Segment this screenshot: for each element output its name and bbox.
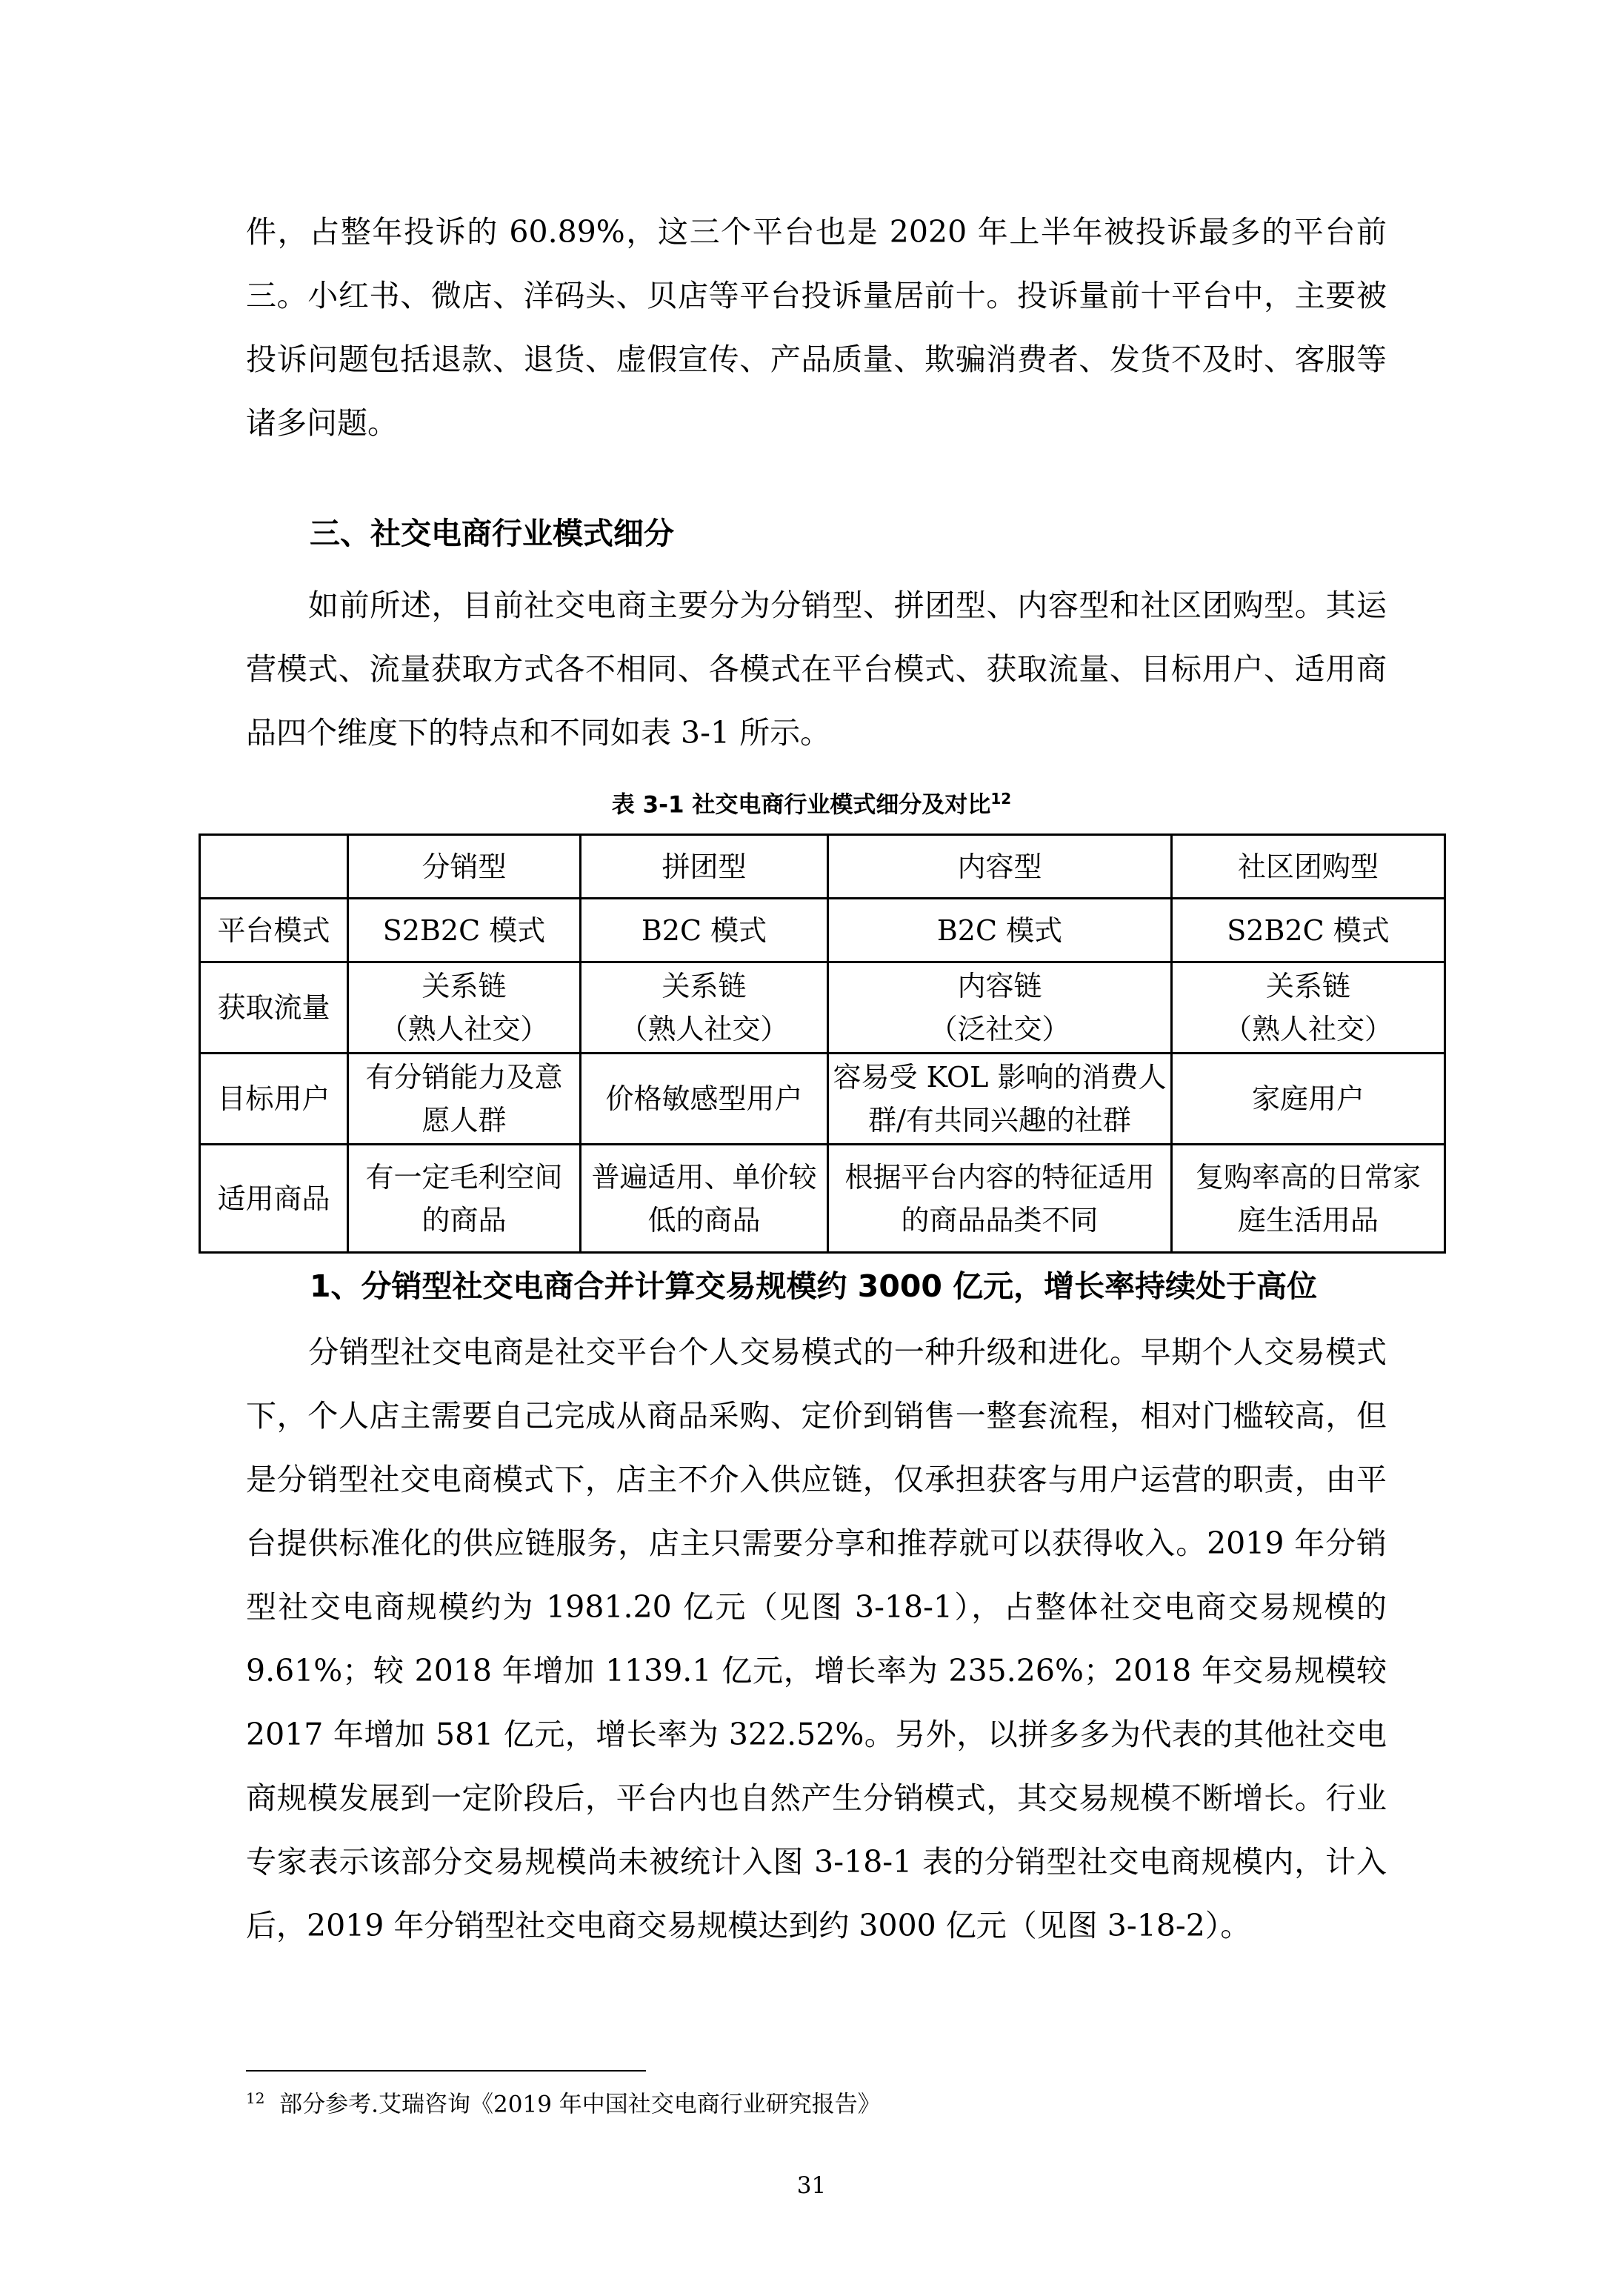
table-cell: 有分销能力及意 愿人群 <box>348 1054 581 1145</box>
table-cell: 内容链 （泛社交） <box>828 962 1172 1054</box>
paragraph-complaints: 件，占整年投诉的 60.89%，这三个平台也是 2020 年上半年被投诉最多的平台前三。小红书、微店、洋码头、贝店等平台投诉量居前十。投诉量前十平台中，主要被投诉问题包括退款、退货、虚假宣传、产品质量、欺骗消费者、发货不及时、客服等诸多问题。 <box>246 214 1387 441</box>
paragraph-distribution-model: 分销型社交电商是社交平台个人交易模式的一种升级和进化。早期个人交易模式下，个人店主需要自己完成从商品采购、定价到销售一整套流程，相对门槛较高，但是分销型社交电商模式下，店主不介入供应链，仅承担获客与用户运营的职责，由平台提供标准化的供应链服务，店主只需要分享和推荐就可以获得收入。2019 年分销型社交电商规模约为 1981.20 亿元（见图 3-18-1），占整体社交电商交易规模的 9.61%；较 2018 年增加 1139.1 亿元，增长率为 235.26%；2018 年交易规模较 2017 年增加 581 亿元，增长率为 322.52%。另外，以拼多多为代表的其他社交电商规模发展到一定阶段后，平台内也自然产生分销模式，其交易规模不断增长。行业专家表示该部分交易规模尚未被统计入图 3-18-1 表的分销型社交电商规模内，计入后，2019 年分销型社交电商交易规模达到约 3000 亿元（见图 3-18-2）。 <box>246 1334 1387 1943</box>
table-header-cell: 分销型 <box>348 835 581 899</box>
table-cell: 复购率高的日常家 庭生活用品 <box>1172 1145 1445 1253</box>
table-cell: 有一定毛利空间 的商品 <box>348 1145 581 1253</box>
table-cell: 家庭用户 <box>1172 1054 1445 1145</box>
page-number: 31 <box>796 2172 827 2199</box>
table-cell: 关系链 （熟人社交） <box>348 962 581 1054</box>
table-cell: B2C 模式 <box>828 899 1172 962</box>
table-cell: 价格敏感型用户 <box>581 1054 828 1145</box>
table-row <box>200 962 1445 1054</box>
table-caption-text: 表 3-1 社交电商行业模式细分及对比 <box>611 791 991 819</box>
table-cell: 普遍适用、单价较 低的商品 <box>581 1145 828 1253</box>
table-row-label: 目标用户 <box>200 1054 348 1145</box>
table-header-cell: 内容型 <box>828 835 1172 899</box>
paragraph-modes-intro: 如前所述，目前社交电商主要分为分销型、拼团型、内容型和社区团购型。其运营模式、流量获取方式各不相同、各模式在平台模式、获取流量、目标用户、适用商品四个维度下的特点和不同如表 3-1 所示。 <box>246 588 1387 751</box>
table-row-label: 适用商品 <box>200 1145 348 1253</box>
subsection-heading: 1、分销型社交电商合并计算交易规模约 3000 亿元，增长率持续处于高位 <box>310 1268 1318 1304</box>
table-header-cell: 拼团型 <box>581 835 828 899</box>
footnote <box>246 2082 881 2120</box>
table-caption-footnote-ref: 12 <box>990 790 1012 808</box>
table-cell: S2B2C 模式 <box>1172 899 1445 962</box>
table-row-label: 获取流量 <box>200 962 348 1054</box>
section-heading: 三、社交电商行业模式细分 <box>310 516 674 551</box>
footnote-number: 12 <box>246 2089 265 2107</box>
table-row <box>200 1145 1445 1253</box>
modes-comparison-table <box>199 833 1446 1254</box>
table-cell: 根据平台内容的特征适用 的商品品类不同 <box>828 1145 1172 1253</box>
table-header-cell: 社区团购型 <box>1172 835 1445 899</box>
table-header-cell <box>200 835 348 899</box>
table-header-row <box>200 835 1445 899</box>
table-row-label: 平台模式 <box>200 899 348 962</box>
table-cell: B2C 模式 <box>581 899 828 962</box>
table-cell: 关系链 （熟人社交） <box>1172 962 1445 1054</box>
table-cell: 容易受 KOL 影响的消费人 群/有共同兴趣的社群 <box>828 1054 1172 1145</box>
table-cell: 关系链 （熟人社交） <box>581 962 828 1054</box>
table-row <box>200 899 1445 962</box>
table-caption <box>0 781 1623 822</box>
table-cell: S2B2C 模式 <box>348 899 581 962</box>
footnote-divider <box>246 2070 646 2072</box>
footnote-text: 部分参考.艾瑞咨询《2019 年中国社交电商行业研究报告》 <box>279 2091 881 2118</box>
table-row <box>200 1054 1445 1145</box>
